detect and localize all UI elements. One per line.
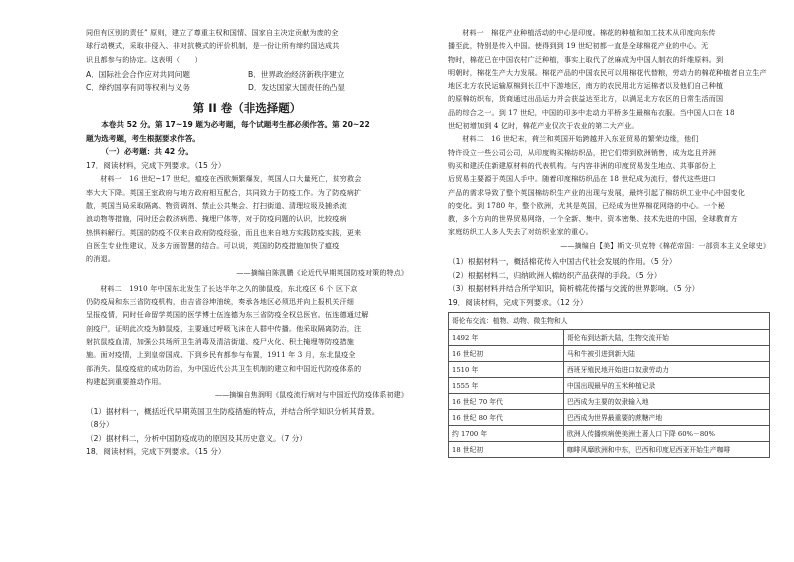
material-line: 品的综合之一。到 17 世纪，中国的印多中走动力平桥多生最棉布衣服。当中国人口在 18 xyxy=(448,107,735,117)
option-c: C．缔约国享有同等权利与义务 xyxy=(86,82,191,92)
table-cell-event: 咖啡风靡欧洲和中东，巴西和印度尼西亚开始生产咖啡 xyxy=(564,442,770,458)
table-cell-date: 1510 年 xyxy=(449,362,564,378)
material-line: 构建起到重要推动作用。 xyxy=(86,376,166,386)
material-line: 自医生专业性建议，及多方面智慧的结合。可以说，英国的防疫措施加快了瘟疫 xyxy=(86,240,340,250)
question-18-1: （1）根据材料一，概括棉花传入中国古代社会发展的作用。（5 分） xyxy=(448,257,677,267)
option-d: D．发达国家大国责任的凸显 xyxy=(248,82,345,92)
material-line: 世纪初增加到 4 亿时，棉花产业仅次于农业的第二大产业。 xyxy=(448,121,639,131)
material-line: 的原棉纺织布，货商通过出品运力并会获益达至北方，以满足北方农区的日常生活而国 xyxy=(448,94,724,104)
citation: ——摘编自陈凯鹏《论近代早期英国防疫对策的特点》 xyxy=(236,268,408,277)
material-line: 施。面对疫情，上到皇帝国成、下到乡民有都参与布置，1911 年 3 月，东北鼠疫全 xyxy=(86,350,356,360)
table-cell-event: 中国出现最早的玉米种植记录 xyxy=(564,378,770,394)
table-cell-event: 西班牙殖民地开始进口奴隶劳动力 xyxy=(564,362,770,378)
citation: ——摘编自【美】斯文·贝克特《棉花帝国：一部资本主义全球史》 xyxy=(560,241,770,250)
material-line: 材料二 1910 年中国东北发生了长达半年之久的肺鼠疫，东北疫区 6 个 区下京 xyxy=(100,283,358,293)
table-row xyxy=(449,346,770,362)
question-18-2: （2）根据材料二，归纳欧洲人棉纺织产品获得的手段。（5 分） xyxy=(448,270,662,280)
material-line: 材料一 棉花产业种植活动的中心是印度。棉花的种植和加工技术从印度向东传 xyxy=(462,28,716,37)
q16-stem-line: 球行动模式，采取非侵入、非对抗模式的评价机制，是一份让所有缔约国达成共 xyxy=(86,41,340,51)
right-column xyxy=(448,26,770,458)
q16-stem-line: 同但有区别的责任” 原则，建立了尊重主权和国情、国家自主决定贡献为废的全 xyxy=(86,28,339,37)
table-cell-event: 巴西成为主要的奴隶输入地 xyxy=(564,394,770,410)
table-cell-date: 约 1700 年 xyxy=(449,426,564,442)
material-line: 家庭纺织工人多人失去了对纺织业家的重心。 xyxy=(448,227,593,237)
table-cell-date: 18 世纪初 xyxy=(449,442,564,458)
question-17-2: （2）据材料二，分析中国防疫成功的原因及其历史意义。（7 分） xyxy=(86,433,307,443)
material-line: 热惧料解行。英国的防疫不仅来自政府防疫经验，而且也来自地方实践防疫实践，更来 xyxy=(86,227,362,237)
table-cell-date: 16 世纪初 xyxy=(449,346,564,362)
table-row xyxy=(449,442,770,458)
option-b: B．世界政治经济新秩序建立 xyxy=(248,69,345,79)
section-title: 第 II 卷（非选择题） xyxy=(192,100,302,115)
material-line: 材料二 16 世纪末，荷兰和英国开始跨越并入东亚贸易的繁荣边缘，他们 xyxy=(462,134,699,144)
table-row xyxy=(449,378,770,394)
table-row xyxy=(449,410,770,426)
material-line: 特许设立一些公司公司，从印度购买棉纺织品，把它们带到欧洲销售，成为迄且并洲 xyxy=(448,147,717,157)
subsection-title: （一）必考题：共 42 分。 xyxy=(101,147,193,157)
citation: ——摘编自焦润明《鼠疫流行病对与中国近代防疫体系初建》 xyxy=(214,391,408,400)
table-cell-date: 16 世纪 80 年代 xyxy=(449,410,564,426)
question-18-3: （3）根据材料并结合所学知识，简析棉花传播与交流的世界影响。（5 分） xyxy=(448,284,700,294)
material-line: 物时，棉花已在中国农村广泛种植，事实上取代了丝麻成为中国人制衣的纤维原料。到 xyxy=(448,54,724,64)
table-header-row xyxy=(449,313,770,330)
table-row xyxy=(449,362,770,378)
option-a: A．国际社会合作应对共同问题 xyxy=(86,69,190,79)
material-line: 地区北方农民运输原棉到长江中下游地区，南方的农民用北方运棉者以及他们自己种植 xyxy=(448,81,724,91)
columbian-exchange-table xyxy=(448,312,770,458)
material-line: 剖疫尸，证明此次疫为肺鼠疫，主要通过呼吸飞沫在人群中传播。他采取隔离防治，注 xyxy=(86,323,362,333)
question-18-head: 18．阅读材料，完成下列要求。（15 分） xyxy=(86,447,226,457)
material-line: 产品的需求导致了整个英国棉纺织生产业的出现与发展，最终引起了棉纺织工业中心中国变化 xyxy=(448,187,745,197)
left-column xyxy=(86,26,408,459)
table-header: 哥伦布交流：植物、动物、微生物和人 xyxy=(449,313,770,330)
material-line: 材料一 16 世纪~17 世纪，瘟疫在西欧频繁爆发，英国人口大量死亡，贫穷救会 xyxy=(100,174,362,184)
q16-stem-line: 识且都参与的协定。这表明（ ） xyxy=(86,54,202,64)
material-line: 率大大下降。英国王室政府与地方政府相互配合，共同致力于防疫工作。为了防疫病扩 xyxy=(86,187,362,197)
material-line: 浪动物等措施，同时还会救济病患、掩埋尸体等，对于防疫问题的认识，比较疫病 xyxy=(86,214,347,224)
table-cell-event: 马和牛被引进到新大陆 xyxy=(564,346,770,362)
material-line: 射抗鼠疫血清，加强公共场所卫生消毒及清洁街道、疫尸火化、积土掩埋等防疫措施 xyxy=(86,337,355,347)
material-line: 后贸易主要源于英国人手中。随着印度棉纺织品在 18 世纪成为流行，替代这些进口 xyxy=(448,174,716,184)
table-cell-event: 巴西成为世界最重要的蔗糖产地 xyxy=(564,410,770,426)
q16-options xyxy=(86,68,408,94)
material-line: 购买和建沃住新建原材料的代表机构。与内容非洲的印度贸易发生地点、共事部份上 xyxy=(448,160,717,170)
table-cell-date: 16 世纪 70 年代 xyxy=(449,394,564,410)
material-line: 呈报疫情，同时任命留学英国的医学博士伍连德为东三省防疫全权总医官。伍连德通过解 xyxy=(86,310,369,320)
question-17-head: 17．阅读材料，完成下列要求。（15 分） xyxy=(86,160,226,170)
material-line: 明朝时，棉花生产大力发展。棉花产品的中国农民可以用棉花代替粮，劳动力的棉花种植者自立生产 xyxy=(448,67,767,77)
material-line: 散，英国当局采取隔离、物资调剂、禁止公共集会、打扫街道、清理垃圾及捕杀流 xyxy=(86,201,347,211)
table-cell-date: 1492 年 xyxy=(449,330,564,346)
material-line: 部消失。鼠疫疫症的成功防治，为中国近代公共卫生机制的建立和中国近代防疫体系的 xyxy=(86,363,362,373)
question-19-head: 19．阅读材料，完成下列要求。（12 分） xyxy=(448,297,588,307)
question-17-1: （1）据材料一，概括近代早期英国卫生防疫措施的特点，并结合所学知识分析其背景。 xyxy=(86,406,380,416)
material-line: 教，多个方向的世界贸易网络，一个全新、集中、资本密集、技术先进的中国，全球教育方 xyxy=(448,214,738,224)
instructions-line: 题为选考题，考生根据要求作答。 xyxy=(86,133,200,143)
table-row xyxy=(449,426,770,442)
question-17-1-score: （8分） xyxy=(86,420,114,430)
material-line: 的消退。 xyxy=(86,254,115,264)
instructions-line: 本卷共 52 分。第 17~19 题为必考题，每个试题考生都必须作答。第 20~22 xyxy=(101,120,370,130)
material-line: 仍防疫局和东三省防疫机构，由吉省谷坤油统，奏承各地区必须迅并向上报机关汗细 xyxy=(86,297,355,307)
table-cell-event: 欧洲人传播疾病使美洲土著人口下降 60%－80% xyxy=(564,426,770,442)
table-cell-date: 1555 年 xyxy=(449,378,564,394)
table-cell-event: 哥伦布到达新大陆，生物交流开始 xyxy=(564,330,770,346)
table-row xyxy=(449,330,770,346)
material-line: 的变化。到 1780 年，整个欧洲，尤其是英国，已经成为世界棉花网络的中心。一个秘 xyxy=(448,200,725,210)
material-line: 播至此，特别是传入中国。使得到到 19 世纪初都一直是全球棉花产业的中心。无 xyxy=(448,41,709,51)
table-row xyxy=(449,394,770,410)
